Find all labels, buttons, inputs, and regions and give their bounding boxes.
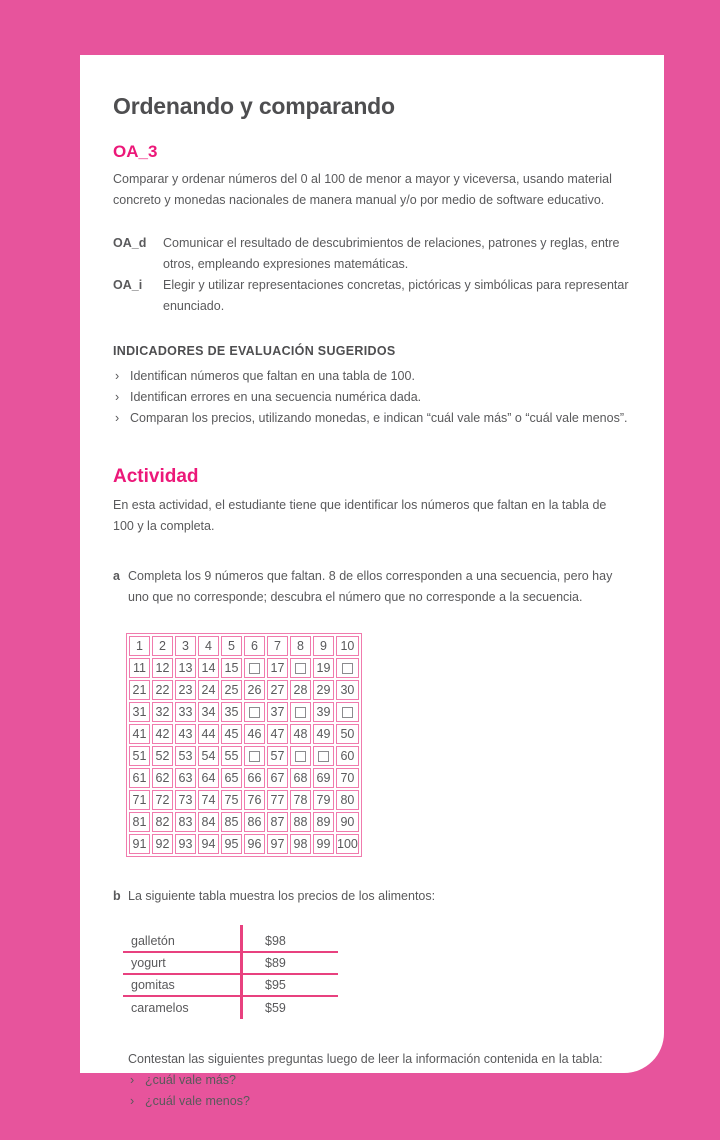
number-cell: 17: [267, 658, 288, 678]
number-cell: 90: [336, 812, 359, 832]
number-cell: 34: [198, 702, 219, 722]
hundreds-table-row: [129, 812, 359, 832]
missing-number-cell: [244, 658, 265, 678]
oa3-heading: OA_3: [113, 142, 158, 161]
number-cell: 100: [336, 834, 359, 854]
number-cell: 74: [198, 790, 219, 810]
indicator-item: › Identifican números que faltan en una tabla de 100.: [113, 366, 630, 387]
number-cell: 12: [152, 658, 173, 678]
number-cell: 84: [198, 812, 219, 832]
number-cell: 63: [175, 768, 196, 788]
number-cell: 86: [244, 812, 265, 832]
number-cell: 99: [313, 834, 334, 854]
missing-number-cell: [290, 658, 311, 678]
number-cell: 68: [290, 768, 311, 788]
oa-code-text: Comunicar el resultado de descubrimientos de relaciones, patrones y reglas, entre otros, empleando expresiones matemáticas.: [163, 236, 620, 271]
number-cell: 27: [267, 680, 288, 700]
indicator-item: › Comparan los precios, utilizando monedas, e indican “cuál vale más” o “cuál vale menos”.: [113, 408, 630, 429]
number-cell: 72: [152, 790, 173, 810]
number-cell: 82: [152, 812, 173, 832]
number-cell: 93: [175, 834, 196, 854]
number-cell: 67: [267, 768, 288, 788]
number-cell: 45: [221, 724, 242, 744]
hundreds-table-row: [129, 834, 359, 854]
number-cell: 26: [244, 680, 265, 700]
food-name: caramelos: [131, 1001, 189, 1015]
answer-box: [249, 751, 260, 762]
number-cell: 92: [152, 834, 173, 854]
missing-number-cell: [313, 746, 334, 766]
price-row: [123, 975, 338, 997]
hundreds-table-body: [129, 636, 359, 854]
number-cell: 4: [198, 636, 219, 656]
number-cell: 25: [221, 680, 242, 700]
number-cell: 37: [267, 702, 288, 722]
number-cell: 87: [267, 812, 288, 832]
number-cell: 61: [129, 768, 150, 788]
number-cell: 83: [175, 812, 196, 832]
number-cell: 54: [198, 746, 219, 766]
price-row: [123, 953, 338, 975]
oa-code-label: OA_i: [113, 278, 143, 292]
number-cell: 62: [152, 768, 173, 788]
indicators-heading: INDICADORES DE EVALUACIÓN SUGERIDOS: [113, 344, 396, 358]
price-row: [123, 997, 338, 1019]
number-cell: 28: [290, 680, 311, 700]
document-page: [80, 55, 664, 1108]
missing-number-cell: [244, 702, 265, 722]
number-cell: 51: [129, 746, 150, 766]
number-cell: 80: [336, 790, 359, 810]
answer-box: [295, 663, 306, 674]
food-price: $98: [265, 934, 286, 948]
indicators-section: [113, 344, 630, 429]
answer-box: [249, 707, 260, 718]
number-cell: 96: [244, 834, 265, 854]
number-cell: 19: [313, 658, 334, 678]
number-cell: 71: [129, 790, 150, 810]
missing-number-cell: [336, 702, 359, 722]
indicator-item: › Identifican errores en una secuencia numérica dada.: [113, 387, 630, 408]
missing-number-cell: [290, 702, 311, 722]
number-cell: 97: [267, 834, 288, 854]
number-cell: 69: [313, 768, 334, 788]
number-cell: 50: [336, 724, 359, 744]
number-cell: 5: [221, 636, 242, 656]
number-cell: 55: [221, 746, 242, 766]
sub-objective-row: [113, 275, 630, 317]
number-cell: 79: [313, 790, 334, 810]
number-cell: 81: [129, 812, 150, 832]
hundreds-table-row: [129, 702, 359, 722]
questions-section: [128, 1049, 630, 1112]
number-cell: 31: [129, 702, 150, 722]
number-cell: 7: [267, 636, 288, 656]
questions-intro: Contestan las siguientes preguntas luego de leer la información contenida en la tabla:: [128, 1052, 603, 1066]
question-item: › ¿cuál vale menos?: [128, 1091, 630, 1112]
activity-item-b: [113, 886, 630, 907]
number-cell: 9: [313, 636, 334, 656]
number-cell: 85: [221, 812, 242, 832]
number-cell: 29: [313, 680, 334, 700]
price-table-divider: [240, 925, 243, 1019]
answer-box: [342, 663, 353, 674]
number-cell: 53: [175, 746, 196, 766]
number-cell: 41: [129, 724, 150, 744]
number-cell: 35: [221, 702, 242, 722]
question-item: › ¿cuál vale más?: [128, 1070, 630, 1091]
item-a-text: Completa los 9 números que faltan. 8 de ellos corresponden a una secuencia, pero hay uno que no corresponde; descubra el número que no corresponde a la secuencia.: [128, 569, 613, 604]
oa-code-label: OA_d: [113, 236, 147, 250]
sub-objective-row: [113, 233, 630, 275]
number-cell: 39: [313, 702, 334, 722]
number-cell: 44: [198, 724, 219, 744]
number-cell: 8: [290, 636, 311, 656]
questions-list: [128, 1070, 630, 1112]
activity-heading: Actividad: [113, 466, 199, 487]
food-price: $89: [265, 956, 286, 970]
answer-box: [295, 707, 306, 718]
number-cell: 24: [198, 680, 219, 700]
number-cell: 15: [221, 658, 242, 678]
number-cell: 6: [244, 636, 265, 656]
number-cell: 10: [336, 636, 359, 656]
number-cell: 32: [152, 702, 173, 722]
item-b-label: b: [113, 889, 121, 903]
number-cell: 48: [290, 724, 311, 744]
missing-number-cell: [244, 746, 265, 766]
price-table: [123, 931, 338, 1019]
answer-box: [342, 707, 353, 718]
hundreds-table-row: [129, 636, 359, 656]
item-b-text: La siguiente tabla muestra los precios de los alimentos:: [128, 889, 436, 903]
number-cell: 14: [198, 658, 219, 678]
food-price: $59: [265, 1001, 286, 1015]
hundreds-table-row: [129, 768, 359, 788]
number-cell: 52: [152, 746, 173, 766]
number-cell: 47: [267, 724, 288, 744]
number-cell: 98: [290, 834, 311, 854]
missing-number-cell: [290, 746, 311, 766]
food-name: yogurt: [131, 956, 166, 970]
answer-box: [249, 663, 260, 674]
number-cell: 88: [290, 812, 311, 832]
number-cell: 77: [267, 790, 288, 810]
number-cell: 46: [244, 724, 265, 744]
number-cell: 22: [152, 680, 173, 700]
number-cell: 43: [175, 724, 196, 744]
oa3-description: Comparar y ordenar números del 0 al 100 de menor a mayor y viceversa, usando material concreto y monedas nacionales de manera manual y/o por medio de software educativo.: [113, 172, 612, 207]
number-cell: 3: [175, 636, 196, 656]
number-cell: 49: [313, 724, 334, 744]
hundreds-table-row: [129, 746, 359, 766]
hundreds-table-row: [129, 790, 359, 810]
page-title: Ordenando y comparando: [113, 93, 395, 119]
activity-description: En esta actividad, el estudiante tiene que identificar los números que faltan en la tabla de 100 y la completa.: [113, 498, 607, 533]
number-cell: 94: [198, 834, 219, 854]
page-content: [80, 55, 664, 1112]
number-cell: 75: [221, 790, 242, 810]
number-cell: 13: [175, 658, 196, 678]
food-name: galletón: [131, 934, 175, 948]
answer-box: [295, 751, 306, 762]
indicators-list: [113, 366, 630, 429]
number-cell: 60: [336, 746, 359, 766]
food-name: gomitas: [131, 978, 175, 992]
number-cell: 89: [313, 812, 334, 832]
number-cell: 11: [129, 658, 150, 678]
number-cell: 65: [221, 768, 242, 788]
number-cell: 30: [336, 680, 359, 700]
number-cell: 95: [221, 834, 242, 854]
number-cell: 66: [244, 768, 265, 788]
number-cell: 33: [175, 702, 196, 722]
number-cell: 21: [129, 680, 150, 700]
food-price: $95: [265, 978, 286, 992]
number-cell: 2: [152, 636, 173, 656]
missing-number-cell: [336, 658, 359, 678]
number-cell: 23: [175, 680, 196, 700]
number-cell: 42: [152, 724, 173, 744]
hundreds-table: [126, 633, 362, 857]
number-cell: 70: [336, 768, 359, 788]
number-cell: 73: [175, 790, 196, 810]
number-cell: 57: [267, 746, 288, 766]
activity-item-a: [113, 566, 630, 608]
hundreds-table-row: [129, 724, 359, 744]
number-cell: 78: [290, 790, 311, 810]
item-a-label: a: [113, 569, 120, 583]
hundreds-table-row: [129, 658, 359, 678]
answer-box: [318, 751, 329, 762]
number-cell: 91: [129, 834, 150, 854]
price-row: [123, 931, 338, 953]
number-cell: 76: [244, 790, 265, 810]
oa-code-text: Elegir y utilizar representaciones concretas, pictóricas y simbólicas para representar enunciado.: [163, 278, 629, 313]
number-cell: 64: [198, 768, 219, 788]
sub-objectives-list: [113, 233, 630, 317]
hundreds-table-row: [129, 680, 359, 700]
number-cell: 1: [129, 636, 150, 656]
